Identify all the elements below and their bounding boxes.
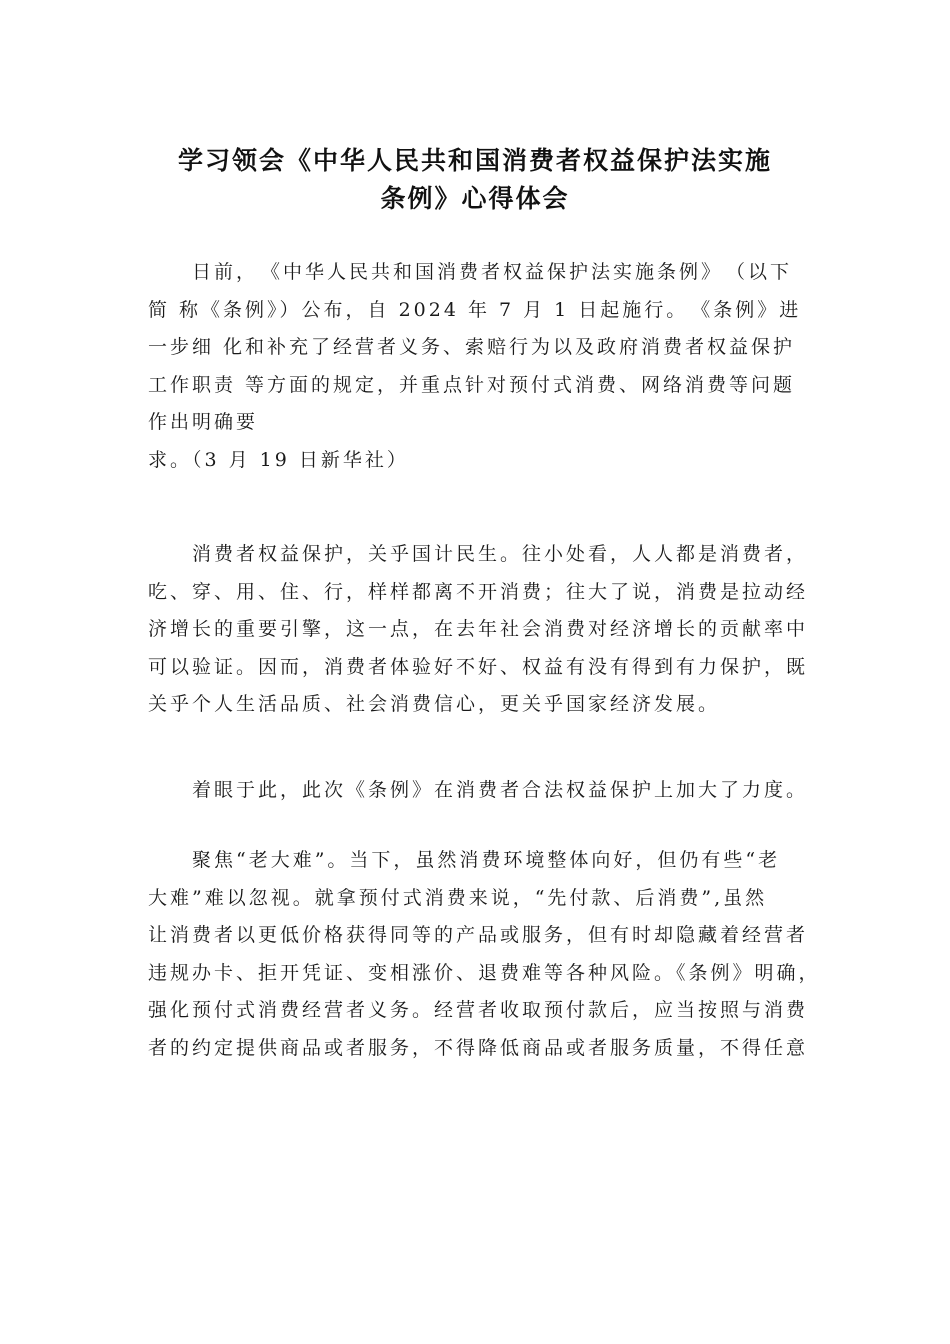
paragraph-old-problems [148,842,821,1067]
text-line: 消费者权益保护，关乎国计民生。往小处看，人人都是消费者， [148,543,809,565]
paragraph-focus [148,772,818,810]
text-line: 一步细 化和补充了经营者义务、索赔行为以及政府消费者权益保护 [148,336,796,358]
text-line: 日前， 《中华人民共和国消费者权益保护法实施条例》 （以下 [148,261,793,283]
title-line: 学习领会《中华人民共和国消费者权益保护法实施 [177,146,772,175]
text-line: 工作职责 等方面的规定，并重点针对预付式消费、网络消费等问题 [148,373,796,396]
text-line: 强化预付式消费经营者义务。经营者收取预付款后，应当按照与消费 [148,999,809,1021]
text-line: 关乎个人生活品质、社会消费信心，更关乎国家经济发展。 [148,693,721,715]
paragraph-consumer-rights [148,536,818,724]
text-line: 聚焦“老大难”。当下，虽然消费环境整体向好，但仍有些“老 [148,849,781,871]
paragraph-intro [148,254,818,479]
text-line: 违规办卡、拒开凭证、变相涨价、退费难等各种风险。《条例》明确， [148,961,821,984]
text-line: 求。（3 月 19 日新华社） [148,448,409,471]
text-line: 可以验证。因而，消费者体验好不好、权益有没有得到有力保护，既 [148,655,809,678]
text-line: 简 称《条例》）公布，自 2024 年 7 月 1 日起施行。 《条例》进 [148,298,802,321]
text-line: 着眼于此，此次《条例》在消费者合法权益保护上加大了力度。 [148,779,809,801]
text-line: 让消费者以更低价格获得同等的产品或服务，但有时却隐藏着经营者 [148,924,809,946]
text-line: 吃、穿、用、住、行，样样都离不开消费；往大了说，消费是拉动经 [148,580,809,603]
title-line: 条例》心得体会 [380,184,570,213]
text-line: 者的约定提供商品或者服务，不得降低商品或者服务质量，不得任意 [148,1036,809,1059]
text-line: 大难”难以忽视。就拿预付式消费来说，“先付款、后消费”,虽然 [148,886,768,909]
text-line: 济增长的重要引擎，这一点，在去年社会消费对经济增长的贡献率中 [148,618,809,640]
text-line: 作出明确要 [148,411,259,433]
document-title [150,142,800,218]
